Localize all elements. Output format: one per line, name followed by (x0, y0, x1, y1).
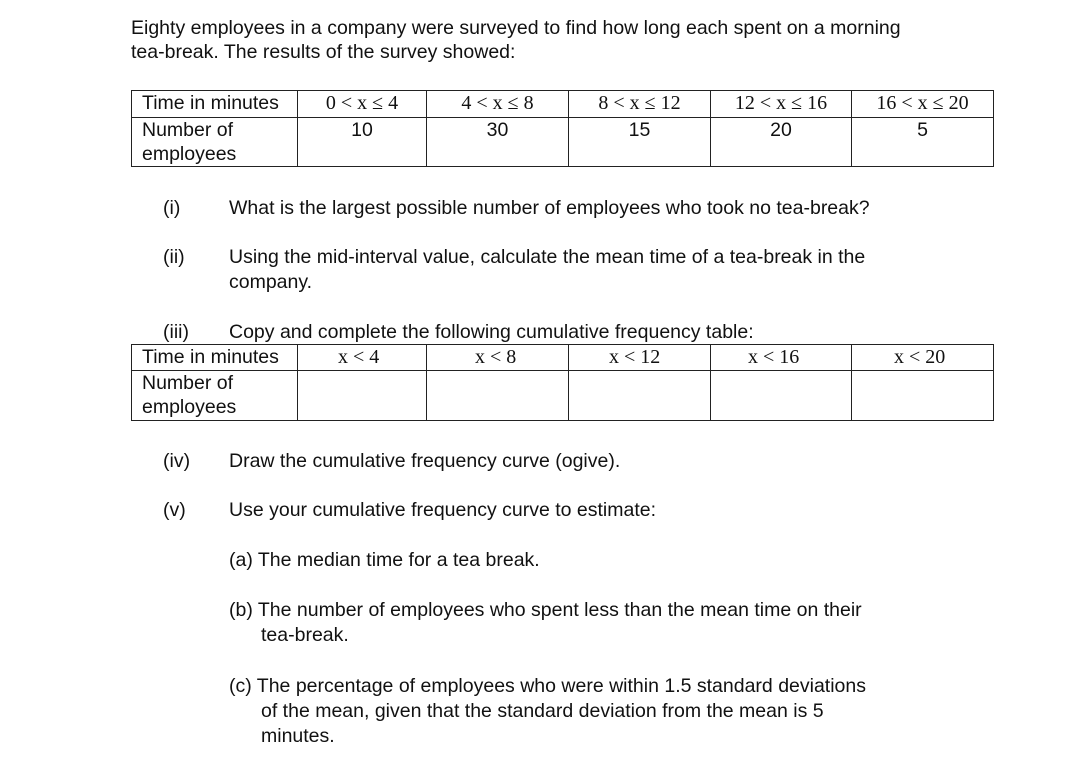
intro-line-2: tea-break. The results of the survey showed: (131, 41, 516, 63)
part-c-line-2: of the mean, given that the standard deviation from the mean is 5 (261, 700, 824, 722)
question-v-part-c (229, 674, 969, 749)
time-header: Time in minutes (132, 345, 298, 371)
count-cell: 15 (569, 118, 711, 167)
question-v-part-b (229, 598, 969, 648)
blank-count-cell (852, 371, 994, 421)
intro-text (131, 16, 1011, 64)
question-ii-number: (ii) (163, 246, 185, 268)
intro-line-1: Eighty employees in a company were surveyed to find how long each spent on a morning (131, 17, 901, 39)
cumulative-table (131, 344, 994, 421)
question-ii-line-1: Using the mid-interval value, calculate the mean time of a tea-break in the (229, 246, 866, 268)
blank-count-cell (427, 371, 569, 421)
interval-cell: 0 < x ≤ 4 (298, 91, 427, 118)
question-iii-text: Copy and complete the following cumulative frequency table: (229, 321, 754, 343)
question-iv-number: (iv) (163, 450, 191, 472)
cumulative-table-count-row (132, 371, 994, 421)
interval-cell: 8 < x ≤ 12 (569, 91, 711, 118)
time-header: Time in minutes (132, 91, 298, 118)
interval-cell: 12 < x ≤ 16 (711, 91, 852, 118)
question-v-part-a (229, 548, 969, 573)
frequency-table-header-row (132, 91, 994, 118)
employees-header-line-2: employees (142, 396, 237, 418)
question-iii-number: (iii) (163, 321, 189, 343)
question-v-number: (v) (163, 499, 186, 521)
frequency-table-count-row (132, 118, 994, 167)
part-c-line-1: (c) The percentage of employees who were within 1.5 standard deviations (229, 675, 866, 697)
part-c-line-3: minutes. (261, 725, 335, 747)
part-a-text: (a) The median time for a tea break. (229, 549, 540, 571)
frequency-table (131, 90, 994, 167)
question-ii-line-2: company. (229, 271, 313, 293)
question-i-number: (i) (163, 197, 181, 219)
bound-cell: x < 12 (569, 345, 711, 371)
question-iv-text: Draw the cumulative frequency curve (ogive). (229, 450, 621, 472)
part-b-line-1: (b) The number of employees who spent less than the mean time on their (229, 599, 862, 621)
interval-cell: 16 < x ≤ 20 (852, 91, 994, 118)
question-v-text: Use your cumulative frequency curve to estimate: (229, 499, 657, 521)
blank-count-cell (569, 371, 711, 421)
bound-cell: x < 20 (852, 345, 994, 371)
bound-cell: x < 4 (298, 345, 427, 371)
employees-header (132, 371, 298, 421)
bound-cell: x < 8 (427, 345, 569, 371)
employees-header-line-2: employees (142, 143, 237, 165)
count-cell: 20 (711, 118, 852, 167)
employees-header (132, 118, 298, 167)
question-ii-text (229, 245, 865, 295)
count-cell: 30 (427, 118, 569, 167)
blank-count-cell (711, 371, 852, 421)
count-cell: 5 (852, 118, 994, 167)
question-i-text: What is the largest possible number of employees who took no tea-break? (229, 197, 870, 219)
blank-count-cell (298, 371, 427, 421)
interval-cell: 4 < x ≤ 8 (427, 91, 569, 118)
employees-header-line-1: Number of (142, 119, 234, 141)
count-cell: 10 (298, 118, 427, 167)
bound-cell: x < 16 (711, 345, 852, 371)
cumulative-table-header-row (132, 345, 994, 371)
part-b-line-2: tea-break. (261, 624, 349, 646)
employees-header-line-1: Number of (142, 372, 234, 394)
